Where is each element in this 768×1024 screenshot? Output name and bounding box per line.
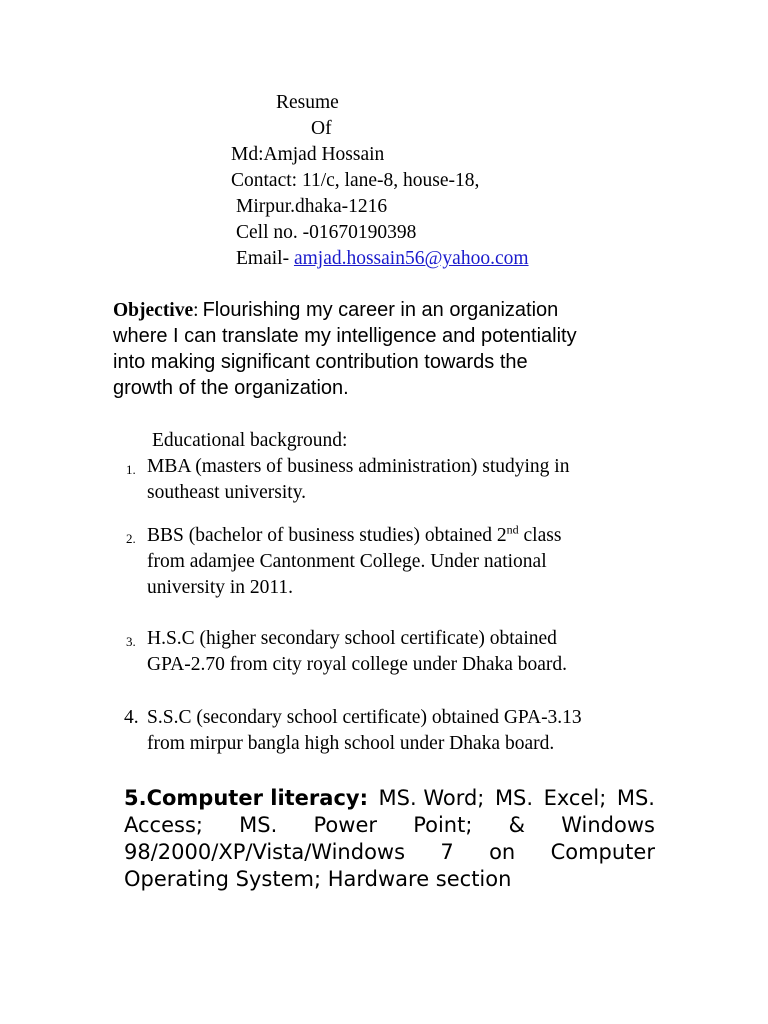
computer-computer: Computer	[550, 840, 655, 864]
edu-4-line-2: from mirpur bangla high school under Dhaka board.	[147, 733, 555, 754]
computer-excel: Excel;	[543, 786, 607, 810]
contact-email-line	[236, 248, 529, 270]
edu-4-number: 4.	[124, 707, 139, 728]
edu-2-line-2: from adamjee Cantonment College. Under national	[147, 551, 547, 572]
education-heading: Educational background:	[152, 430, 348, 451]
computer-on: on	[489, 840, 516, 864]
computer-ms-2: MS.	[616, 786, 655, 810]
edu-3-line-2: GPA-2.70 from city royal college under Dhaka board.	[147, 654, 568, 675]
objective-label: Objective	[113, 300, 194, 321]
edu-2-line-3: university in 2011.	[147, 577, 294, 598]
candidate-name: Md:Amjad Hossain	[231, 144, 385, 165]
objective-text-1: Flourishing my career in an organization	[202, 299, 559, 321]
resume-title: Resume	[276, 92, 339, 113]
computer-line-3	[124, 840, 655, 864]
computer-line-4: Operating System; Hardware section	[124, 867, 512, 891]
computer-versions: 98/2000/XP/Vista/Windows	[124, 840, 406, 864]
computer-access: Access;	[124, 813, 203, 837]
edu-2-ordinal: nd	[506, 522, 519, 537]
computer-ms-3: MS.	[239, 813, 278, 837]
email-link[interactable]: amjad.hossain56@yahoo.com	[293, 248, 529, 269]
resume-of: Of	[311, 118, 332, 139]
computer-point: Point;	[413, 813, 473, 837]
edu-3-line-1: H.S.C (higher secondary school certificate) obtained	[147, 628, 557, 649]
computer-line-2	[124, 813, 655, 837]
computer-seven: 7	[440, 840, 454, 864]
objective-sep: :	[193, 300, 199, 321]
edu-2-line-1	[147, 522, 562, 547]
computer-word: MS. Word;	[378, 786, 485, 810]
computer-amp: &	[508, 813, 526, 837]
computer-power: Power	[313, 813, 377, 837]
objective-line-1	[113, 299, 558, 322]
contact-city: Mirpur.dhaka-1216	[236, 196, 388, 217]
computer-ms-1: MS.	[494, 786, 534, 810]
edu-4-line-1: S.S.C (secondary school certificate) obtained GPA-3.13	[147, 707, 582, 728]
edu-2-line-1-post: class	[518, 525, 562, 546]
computer-windows: Windows	[561, 813, 655, 837]
edu-3-number: 3.	[126, 634, 136, 649]
objective-text-4: growth of the organization.	[113, 377, 349, 399]
edu-1-number: 1.	[126, 462, 136, 477]
objective-text-3: into making significant contribution towards the	[113, 351, 528, 373]
contact-cell: Cell no. -01670190398	[236, 222, 417, 243]
edu-2-line-1-pre: BBS (bachelor of business studies) obtained 2	[147, 525, 507, 546]
contact-address: Contact: 11/c, lane-8, house-18,	[231, 170, 480, 191]
email-label: Email-	[236, 248, 294, 269]
edu-2-number: 2.	[126, 531, 136, 546]
computer-line-1	[124, 786, 655, 810]
objective-text-2: where I can translate my intelligence and potentiality	[113, 325, 577, 347]
edu-1-line-1: MBA (masters of business administration) studying in	[147, 456, 570, 477]
computer-label: 5.Computer literacy:	[124, 786, 368, 810]
edu-1-line-2: southeast university.	[147, 482, 307, 503]
